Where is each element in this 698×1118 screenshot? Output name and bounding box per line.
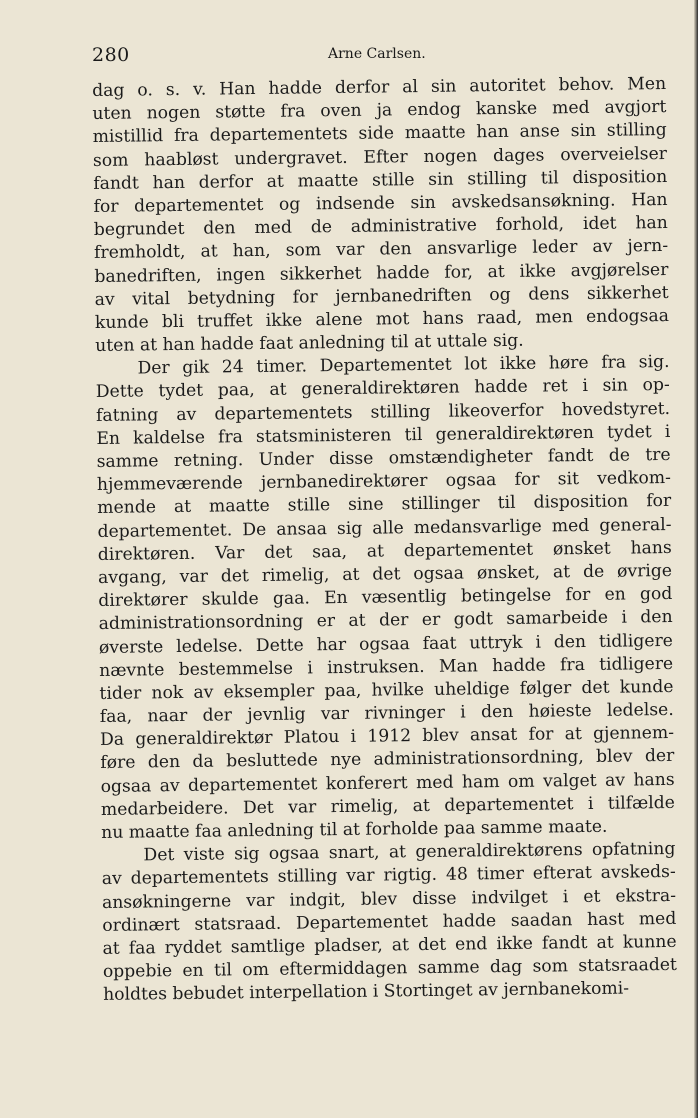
text-line: direktører skulde gaa. En væsentlig betingelse for en god — [98, 584, 673, 612]
page-header — [92, 44, 667, 70]
text-line: som haabløst undergravet. Efter nogen dages overveielser — [92, 143, 668, 171]
text-line: direktøren. Var det saa, at departementet ønsket hans — [97, 537, 672, 565]
text-line: Det viste sig ogsaa snart, at generaldirektørens opfatning — [143, 839, 676, 866]
text-line: samme retning. Under disse omstændigheter fandt de tre — [96, 444, 671, 472]
text-line: Der gik 24 timer. Departementet lot ikke høre fra sig. — [137, 352, 670, 379]
text-line: av vital betydning for jernbanedriften og dens sikkerhet — [94, 282, 669, 310]
text-line: nu maatte faa anledning til at forholde paa samme maate. — [101, 816, 608, 843]
text-line: kunde bli truffet ikke alene mot hans raad, men endogsaa — [94, 305, 670, 333]
text-line: fatning av departementets stilling likeoverfor hovedstyret. — [95, 398, 671, 426]
text-line: Dette tydet paa, at generaldirektøren hadde ret i sin op- — [95, 375, 670, 403]
text-line: ogsaa av departementet konferert med ham om valget av hans — [100, 769, 675, 797]
text-line: ordinært statsraad. Departementet hadde saadan hast med — [102, 908, 677, 936]
body-text — [92, 73, 677, 1007]
paragraph — [92, 73, 669, 358]
text-line: tider nok av eksempler paa, hvilke uheldige følger det kunde — [99, 676, 674, 704]
text-line: for departementet og indsende sin avskedsansøkning. Han — [93, 189, 668, 217]
text-line: banedriften, ingen sikkerhet hadde for, at ikke avgjørelser — [94, 259, 669, 287]
text-line: En kaldelse fra statsministeren til generaldirektøren tydet i — [96, 421, 671, 449]
text-line: føre den da besluttede nye administrationsordning, blev der — [100, 746, 675, 774]
text-line: departementet. De ansaa sig alle medansvarlige med general- — [97, 514, 672, 542]
text-line: av departementets stilling var rigtig. 48 timer efterat avskeds- — [101, 862, 676, 890]
page-number: 280 — [92, 44, 130, 66]
text-line: medarbeidere. Det var rimelig, at departementet i tilfælde — [100, 792, 675, 820]
text-line: mistillid fra departementets side maatte han anse sin stilling — [92, 120, 667, 148]
text-line: holdtes bebudet interpellation i Stortinget av jernbanekomi- — [103, 978, 630, 1006]
page-edge-shadow — [694, 0, 698, 1118]
text-line: ansøkningerne var indgit, blev disse indvilget i et ekstra- — [101, 885, 677, 913]
text-line: fandt han derfor at maatte stille sin stilling til disposition — [93, 166, 668, 194]
text-line: at faa ryddet samtlige pladser, at det end ikke fandt at kunne — [102, 931, 677, 959]
text-line: fremholdt, at han, som var den ansvarlige leder av jern- — [93, 236, 669, 264]
text-line: Da generaldirektør Platou i 1912 blev ansat for at gjennem- — [99, 723, 675, 751]
text-line: uten at han hadde faat anledning til at uttale sig. — [95, 330, 524, 357]
text-line: administrationsordning er at der er godt samarbeide i den — [98, 607, 673, 635]
text-line: uten nogen støtte fra oven ja endog kanske med avgjort — [92, 97, 667, 125]
paragraph — [95, 351, 675, 845]
text-line: nævnte bestemmelse i instruksen. Man hadde fra tidligere — [99, 653, 674, 681]
text-line: øverste ledelse. Dette har ogsaa faat uttryk i den tidligere — [98, 630, 674, 658]
text-line: oppebie en til om eftermiddagen samme dag som statsraadet — [102, 955, 677, 983]
running-head: Arne Carlsen. — [328, 46, 426, 62]
text-line: faa, naar der jevnlig var rivninger i den høieste ledelse. — [99, 700, 674, 728]
text-line: hjemmeværende jernbanedirektører ogsaa for sit vedkom- — [96, 468, 672, 496]
text-line: begrundet den med de administrative forhold, idet han — [93, 213, 668, 241]
paragraph — [101, 838, 677, 1007]
text-line: dag o. s. v. Han hadde derfor al sin autoritet behov. Men — [92, 73, 667, 101]
text-line: mende at maatte stille sine stillinger til disposition for — [97, 491, 672, 519]
text-line: avgang, var det rimelig, at det ogsaa ønsket, at de øvrige — [97, 560, 673, 588]
